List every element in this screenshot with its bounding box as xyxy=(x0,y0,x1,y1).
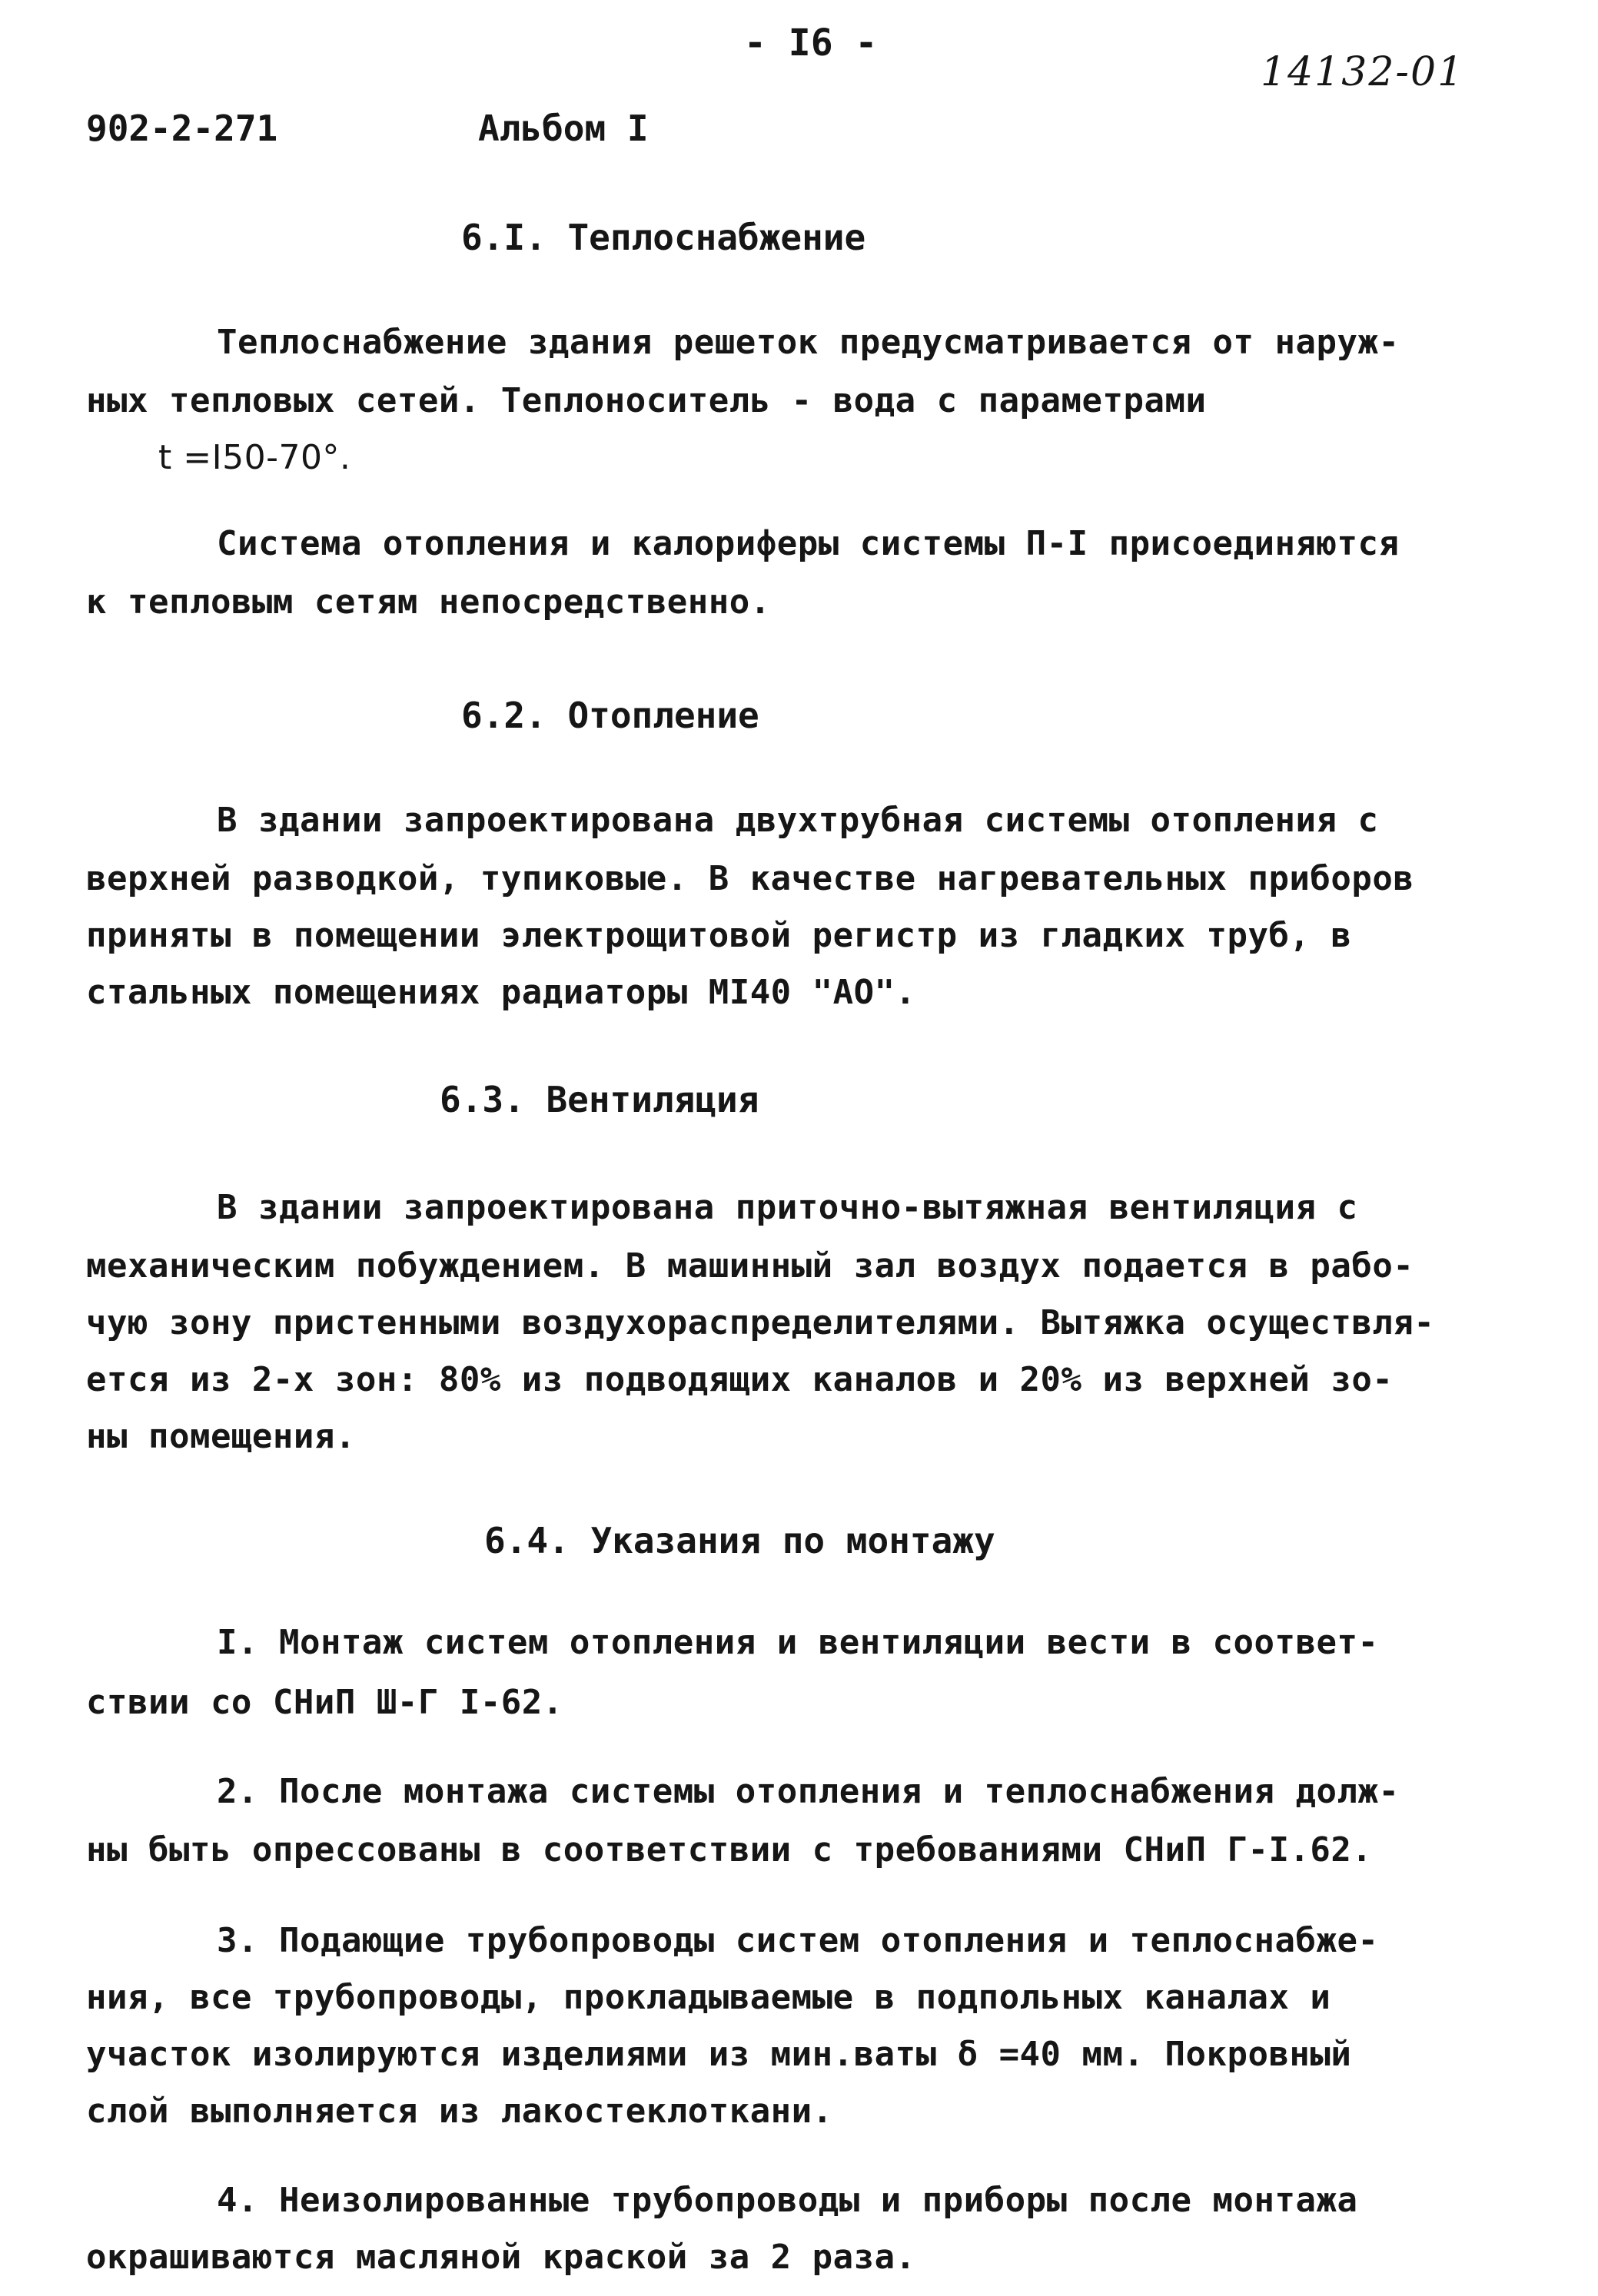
text-line: 2. После монтажа системы отопления и теплоснабжения долж- xyxy=(217,1772,1400,1811)
text-line: окрашиваются масляной краской за 2 раза. xyxy=(86,2238,916,2277)
section-heading-6-4: 6.4. Указания по монтажу xyxy=(484,1520,995,1561)
text-line: ствии со СНиП Ш-Г I-62. xyxy=(86,1683,563,1722)
text-line: I. Монтаж систем отопления и вентиляции вести в соответ- xyxy=(217,1623,1379,1662)
text-line: чую зону пристенными воздухораспределителями. Вытяжка осуществля- xyxy=(86,1303,1435,1342)
text-line: ния, все трубопроводы, прокладываемые в подпольных каналах и xyxy=(86,1978,1331,2017)
album-label: Альбом I xyxy=(478,108,649,149)
text-line: к тепловым сетям непосредственно. xyxy=(86,582,771,622)
text-line: ны помещения. xyxy=(86,1417,356,1456)
handwritten-number: 14132-01 xyxy=(1261,49,1465,95)
text-line: слой выполняется из лакостеклоткани. xyxy=(86,2092,833,2131)
text-line: ных тепловых сетей. Теплоноситель - вода с параметрами xyxy=(86,381,1207,420)
text-line: участок изолируются изделиями из мин.ваты δ =40 мм. Покровный xyxy=(86,2035,1352,2074)
document-code: 902-2-271 xyxy=(86,108,278,149)
text-line: 4. Неизолированные трубопроводы и приборы после монтажа xyxy=(217,2181,1358,2220)
page-number: - I6 - xyxy=(744,22,878,65)
text-line: ется из 2-х зон: 80% из подводящих каналов и 20% из верхней зо- xyxy=(86,1360,1394,1399)
text-line: ны быть опрессованы в соответствии с требованиями СНиП Г-I.62. xyxy=(86,1830,1373,1870)
text-line: механическим побуждением. В машинный зал воздух подается в рабо- xyxy=(86,1246,1414,1286)
text-line: В здании запроектирована двухтрубная системы отопления с xyxy=(217,801,1379,840)
text-line: верхней разводкой, тупиковые. В качестве нагревательных приборов xyxy=(86,859,1414,898)
text-line: В здании запроектирована приточно-вытяжная вентиляция с xyxy=(217,1188,1358,1227)
text-line: стальных помещениях радиаторы МI40 "АО". xyxy=(86,973,916,1012)
text-line: Система отопления и калориферы системы П-I присоединяются xyxy=(217,524,1400,563)
text-line: Теплоснабжение здания решеток предусматривается от наруж- xyxy=(217,323,1400,362)
section-heading-6-1: 6.I. Теплоснабжение xyxy=(461,217,866,258)
section-heading-6-3: 6.3. Вентиляция xyxy=(440,1079,759,1120)
text-line: 3. Подающие трубопроводы систем отопления и теплоснабже- xyxy=(217,1921,1379,1960)
text-line: приняты в помещении электрощитовой регистр из гладких труб, в xyxy=(86,916,1352,955)
text-line: t =I50-70°. xyxy=(158,438,351,477)
section-heading-6-2: 6.2. Отопление xyxy=(461,695,759,736)
